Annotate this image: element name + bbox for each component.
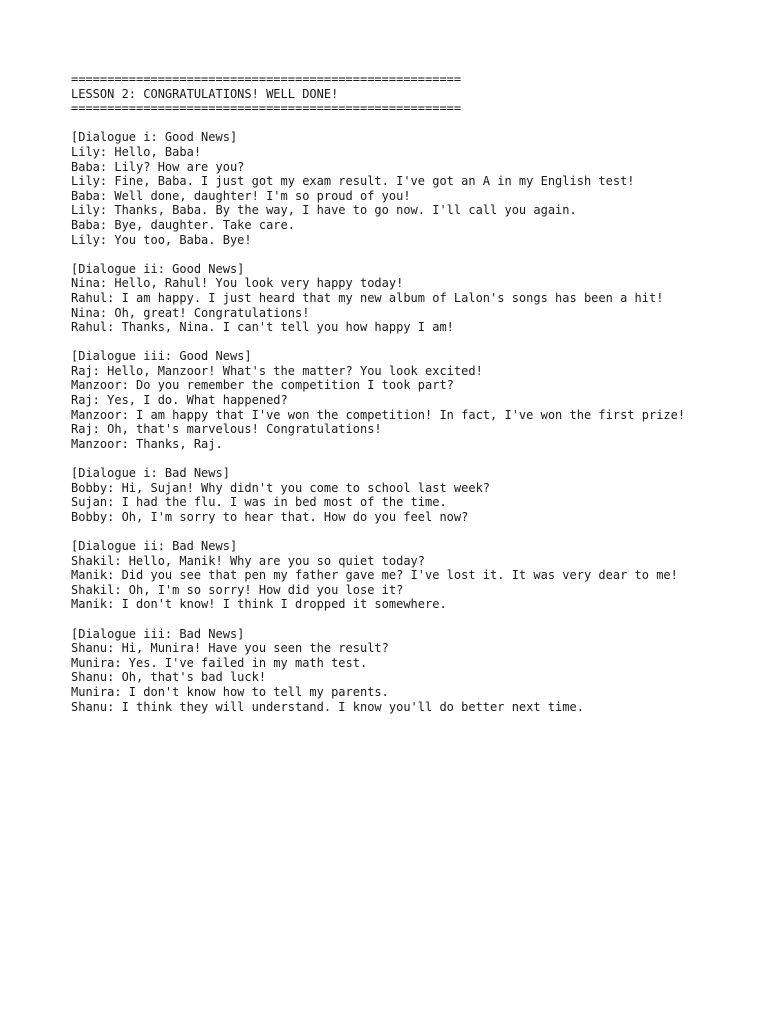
- dialogue-line: Manik: I don't know! I think I dropped it somewhere.: [71, 597, 447, 612]
- dialogue-line: Rahul: I am happy. I just heard that my new album of Lalon's songs has been a hit!: [71, 290, 664, 305]
- dialogue-line: Munira: Yes. I've failed in my math test.: [71, 655, 368, 670]
- spacer: [71, 524, 711, 539]
- dialogue-bad-news-3: [71, 627, 711, 715]
- dialogue-heading: [Dialogue iii: Good News]: [71, 349, 252, 364]
- dialogue-heading: [Dialogue i: Bad News]: [71, 466, 230, 481]
- dialogue-line: Baba: Bye, daughter. Take care.: [71, 217, 295, 232]
- dialogue-line: Manik: Did you see that pen my father gave me? I've lost it. It was very dear to me!: [71, 568, 678, 583]
- dialogue-line: Shakil: Oh, I'm so sorry! How did you lose it?: [71, 582, 404, 597]
- dialogue-line: Baba: Well done, daughter! I'm so proud of you!: [71, 188, 411, 203]
- dialogue-good-news-2: [71, 262, 711, 335]
- dialogue-line: Lily: Thanks, Baba. By the way, I have to go now. I'll call you again.: [71, 203, 577, 218]
- dialogue-heading: [Dialogue ii: Bad News]: [71, 539, 238, 553]
- dialogue-line: Raj: Yes, I do. What happened?: [71, 393, 288, 408]
- dialogue-line: Manzoor: Thanks, Raj.: [71, 436, 223, 451]
- dialogue-heading: [Dialogue iii: Bad News]: [71, 626, 245, 641]
- spacer: [71, 612, 711, 627]
- rule-bottom: ======================================================: [71, 101, 462, 116]
- dialogue-line: Shakil: Hello, Manik! Why are you so quiet today?: [71, 553, 426, 568]
- dialogue-line: Manzoor: I am happy that I've won the competition! In fact, I've won the first prize!: [71, 407, 686, 422]
- dialogue-good-news-3: [71, 349, 711, 451]
- dialogue-line: Lily: Hello, Baba!: [71, 144, 202, 159]
- dialogue-line: Raj: Hello, Manzoor! What's the matter? You look excited!: [71, 363, 483, 378]
- dialogue-line: Shanu: Oh, that's bad luck!: [71, 670, 267, 685]
- spacer: [71, 451, 711, 466]
- dialogue-line: Nina: Hello, Rahul! You look very happy today!: [71, 276, 404, 291]
- dialogue-line: Manzoor: Do you remember the competition I took part?: [71, 378, 454, 393]
- dialogue-line: Nina: Oh, great! Congratulations!: [71, 305, 310, 320]
- dialogue-line: Shanu: Hi, Munira! Have you seen the result?: [71, 641, 389, 656]
- dialogue-bad-news-2: [71, 539, 711, 612]
- dialogue-heading: [Dialogue ii: Good News]: [71, 261, 245, 276]
- dialogue-line: Sujan: I had the flu. I was in bed most of the time.: [71, 495, 447, 510]
- dialogue-line: Rahul: Thanks, Nina. I can't tell you how happy I am!: [71, 320, 454, 335]
- dialogue-line: Baba: Lily? How are you?: [71, 159, 245, 174]
- dialogue-line: Bobby: Hi, Sujan! Why didn't you come to school last week?: [71, 480, 491, 495]
- dialogue-heading: [Dialogue i: Good News]: [71, 130, 238, 145]
- rule-top: ======================================================: [71, 72, 462, 86]
- dialogue-bad-news-1: [71, 466, 711, 524]
- lesson-title: LESSON 2: CONGRATULATIONS! WELL DONE!: [71, 86, 339, 101]
- spacer: [71, 247, 711, 262]
- spacer: [71, 335, 711, 350]
- dialogue-good-news-1: [71, 130, 711, 247]
- dialogue-line: Munira: I don't know how to tell my parents.: [71, 684, 389, 699]
- dialogue-line: Shanu: I think they will understand. I know you'll do better next time.: [71, 699, 584, 714]
- dialogue-line: Lily: Fine, Baba. I just got my exam result. I've got an A in my English test!: [71, 174, 635, 189]
- document-body: [71, 72, 711, 714]
- spacer: [71, 116, 711, 131]
- dialogue-line: Bobby: Oh, I'm sorry to hear that. How do you feel now?: [71, 509, 469, 524]
- dialogue-line: Lily: You too, Baba. Bye!: [71, 232, 252, 247]
- dialogue-line: Raj: Oh, that's marvelous! Congratulations!: [71, 422, 382, 437]
